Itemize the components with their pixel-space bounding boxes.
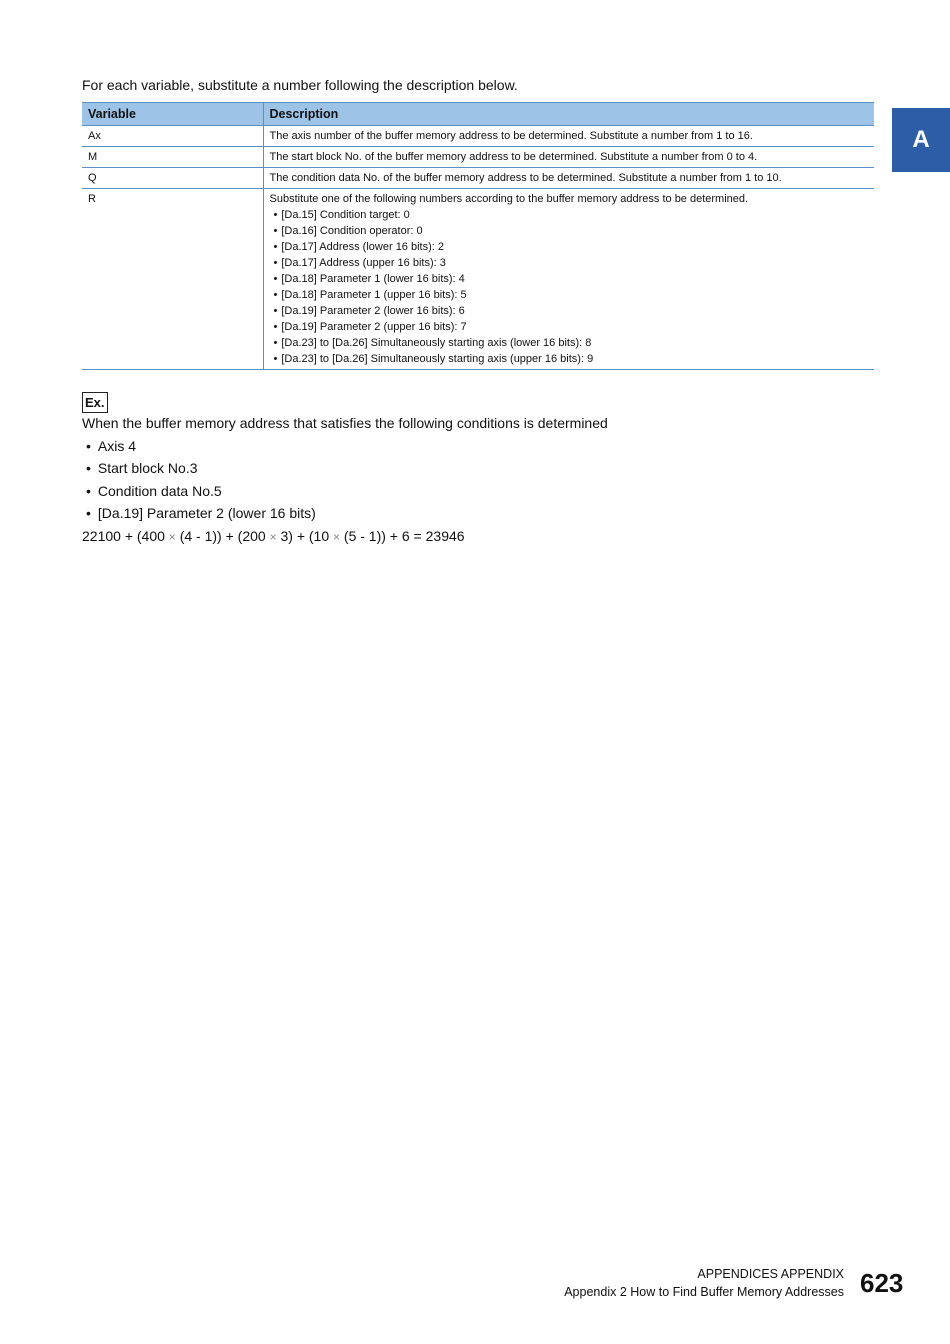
table-row (82, 147, 874, 168)
condition-list (82, 435, 608, 525)
footer-category: APPENDICES APPENDIX (697, 1267, 844, 1281)
multiply-sign: × (168, 529, 176, 544)
list-item: • [Da.19] Parameter 2 (upper 16 bits): 7 (270, 319, 869, 335)
description-lead: Substitute one of the following numbers according to the buffer memory address to be determined. (269, 193, 749, 205)
list-item: • Axis 4 (82, 435, 608, 458)
multiply-sign: × (333, 529, 341, 544)
description-cell (263, 189, 874, 370)
variable-cell: Ax (82, 126, 263, 147)
table-row (82, 168, 874, 189)
list-item: • [Da.23] to [Da.26] Simultaneously starting axis (upper 16 bits): 9 (270, 351, 869, 367)
variable-cell: Q (82, 168, 263, 189)
table-header-row (82, 103, 874, 126)
variable-cell: M (82, 147, 263, 168)
example-formula (82, 525, 608, 549)
description-cell: The condition data No. of the buffer memory address to be determined. Substitute a number from 1 to 10. (263, 168, 874, 189)
example-lead: When the buffer memory address that satisfies the following conditions is determined (82, 415, 608, 431)
list-item: • [Da.18] Parameter 1 (lower 16 bits): 4 (270, 271, 869, 287)
formula-part: (4 - 1)) + (200 (175, 527, 270, 544)
footer-section: Appendix 2 How to Find Buffer Memory Addresses (564, 1285, 844, 1299)
section-tab-marker: A (892, 108, 950, 172)
variable-cell: R (82, 189, 263, 370)
list-item: • [Da.17] Address (lower 16 bits): 2 (270, 239, 869, 255)
description-cell: The start block No. of the buffer memory address to be determined. Substitute a number from 0 to 4. (263, 147, 874, 168)
intro-text: For each variable, substitute a number following the description below. (82, 77, 518, 93)
list-item: • [Da.18] Parameter 1 (upper 16 bits): 5 (270, 287, 869, 303)
multiply-sign: × (269, 529, 277, 544)
list-item: • [Da.17] Address (upper 16 bits): 3 (270, 255, 869, 271)
list-item: • Condition data No.5 (82, 480, 608, 503)
list-item: • [Da.19] Parameter 2 (lower 16 bits): 6 (270, 303, 869, 319)
formula-part: 22100 + (400 (82, 527, 169, 544)
formula-part: 3) + (10 (276, 527, 334, 544)
example-label: Ex. (82, 392, 108, 413)
header-description: Description (263, 103, 874, 126)
list-item: • Start block No.3 (82, 457, 608, 480)
description-cell: The axis number of the buffer memory address to be determined. Substitute a number from 1 to 16. (263, 126, 874, 147)
list-item: • [Da.23] to [Da.26] Simultaneously starting axis (lower 16 bits): 8 (270, 335, 869, 351)
table-row (82, 189, 874, 370)
page-number: 623 (860, 1268, 904, 1298)
variable-table (82, 102, 874, 370)
list-item: • [Da.15] Condition target: 0 (270, 207, 869, 223)
list-item: • [Da.19] Parameter 2 (lower 16 bits) (82, 502, 608, 525)
example-block (82, 412, 608, 548)
table-row (82, 126, 874, 147)
header-variable: Variable (82, 103, 263, 126)
list-item: • [Da.16] Condition operator: 0 (270, 223, 869, 239)
r-value-list (270, 207, 869, 367)
formula-part: (5 - 1)) + 6 = 23946 (340, 527, 465, 544)
